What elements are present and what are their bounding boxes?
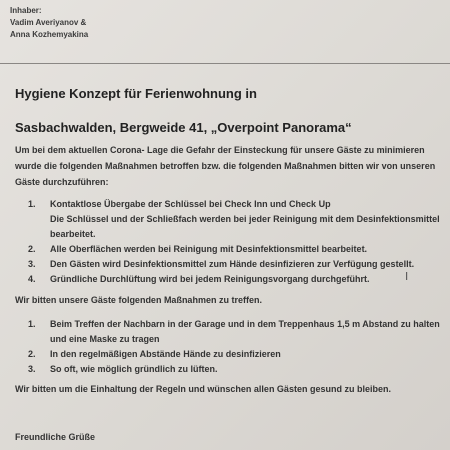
text-cursor-icon: I	[405, 270, 409, 283]
list-item-text: Den Gästen wird Desinfektionsmittel zum Hände desinfizieren zur Verfügung gestellt.	[50, 259, 415, 269]
owner-line-1: Vadim Averiyanov &	[10, 18, 87, 27]
list-item	[28, 272, 446, 287]
list-item-text-continuation: Die Schlüssel und der Schließfach werden bei jeder Reinigung mit dem Desinfektionsmittel bearbeitet.	[50, 214, 440, 239]
closing-paragraph: Wir bitten um die Einhaltung der Regeln und wünschen allen Gästen gesund zu bleiben.	[15, 384, 391, 394]
guest-measures-list	[28, 317, 446, 377]
list-item-text: In den regelmäßigen Abstände Hände zu desinfizieren	[50, 349, 281, 359]
list-item	[28, 197, 446, 242]
list-item-number: 2.	[28, 244, 36, 254]
list-item-text-line: Kontaktlose Übergabe der Schlüssel bei Check Inn und Check Up	[50, 199, 331, 209]
list-item-number: 1.	[28, 319, 36, 329]
list-item-text: So oft, wie möglich gründlich zu lüften.	[50, 364, 218, 374]
list-item-text: Alle Oberflächen werden bei Reinigung mit Desinfektionsmittel bearbeitet.	[50, 244, 368, 254]
owner-label: Inhaber:	[10, 6, 42, 15]
list-item	[28, 242, 446, 257]
owner-block	[10, 5, 88, 41]
list-item-number: 3.	[28, 259, 36, 269]
list-item-text	[50, 197, 446, 242]
owner-line-2: Anna Kozhemyakina	[10, 30, 89, 39]
header-divider	[0, 63, 450, 64]
document-title-line-2: Sasbachwalden, Bergweide 41, „Overpoint Panorama“	[15, 120, 352, 135]
list-item-number: 3.	[28, 364, 36, 374]
measures-list	[28, 197, 446, 287]
list-item	[28, 347, 446, 362]
list-item-text: Beim Treffen der Nachbarn in der Garage und in dem Treppenhaus 1,5 m Abstand zu halten und eine Maske zu tragen	[50, 319, 440, 344]
intro-paragraph: Um bei dem aktuellen Corona- Lage die Gefahr der Einsteckung für unsere Gäste zu minimieren wurde die folgenden Maßnahmen betroffen bzw. die folgenden Maßnahmen bitten wir von unseren Gäste durchzuführen:	[15, 145, 436, 187]
list-item-text: Gründliche Durchlüftung wird bei jedem Reinigungsvorgang durchgeführt.	[50, 274, 370, 284]
document-title-line-1: Hygiene Konzept für Ferienwohnung in	[15, 86, 257, 101]
greeting: Freundliche Grüße	[15, 432, 96, 442]
list-item-number: 1.	[28, 199, 36, 209]
list-item	[28, 257, 446, 272]
list-item	[28, 317, 446, 347]
list-item	[28, 362, 446, 377]
list-item-number: 4.	[28, 274, 36, 284]
list-item-number: 2.	[28, 349, 36, 359]
guest-measures-intro: Wir bitten unsere Gäste folgenden Maßnahmen zu treffen.	[15, 295, 262, 305]
